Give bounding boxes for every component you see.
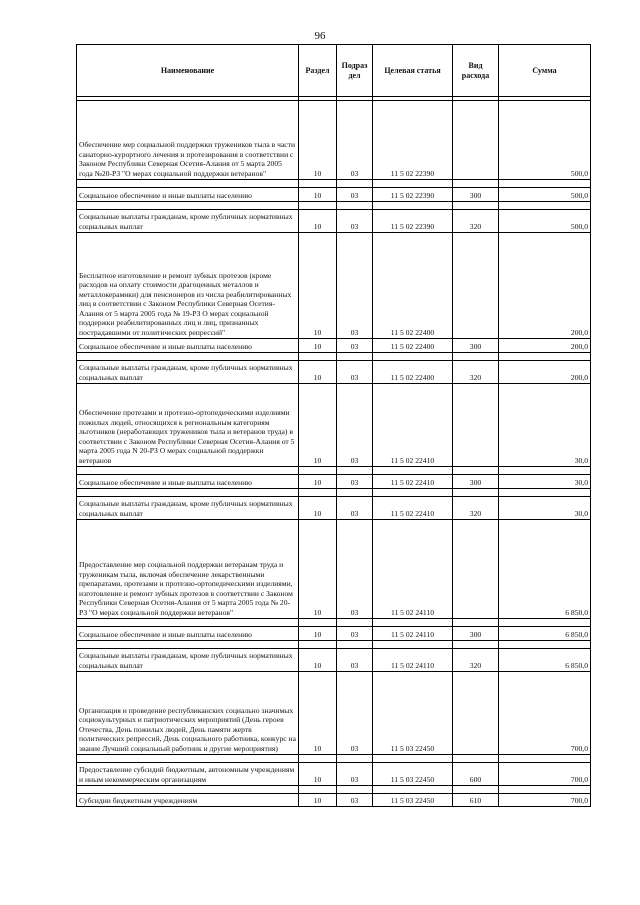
spacer-cell xyxy=(453,180,499,188)
cell-subsection: 03 xyxy=(337,627,373,641)
spacer-cell xyxy=(77,467,299,475)
cell-sum: 700,0 xyxy=(499,672,591,755)
cell-name: Социальное обеспечение и иные выплаты населению xyxy=(77,627,299,641)
cell-kind xyxy=(453,520,499,619)
table-row xyxy=(77,672,591,755)
cell-section: 10 xyxy=(299,384,337,467)
cell-name: Социальные выплаты гражданам, кроме публичных нормативных социальных выплат xyxy=(77,497,299,520)
header-kind: Вид расхода xyxy=(453,45,499,97)
spacer-cell xyxy=(453,786,499,794)
cell-article: 11 5 03 22450 xyxy=(373,763,453,786)
spacer-cell xyxy=(299,786,337,794)
spacer-cell xyxy=(337,619,373,627)
cell-kind: 300 xyxy=(453,475,499,489)
cell-subsection: 03 xyxy=(337,188,373,202)
cell-sum: 30,0 xyxy=(499,497,591,520)
spacer-cell xyxy=(299,353,337,361)
cell-sum: 30,0 xyxy=(499,475,591,489)
cell-section: 10 xyxy=(299,763,337,786)
spacer-cell xyxy=(77,202,299,210)
spacer-cell xyxy=(499,202,591,210)
cell-subsection: 03 xyxy=(337,497,373,520)
cell-name: Социальное обеспечение и иные выплаты населению xyxy=(77,475,299,489)
budget-table xyxy=(76,44,591,807)
cell-article: 11 5 02 22410 xyxy=(373,475,453,489)
cell-kind: 600 xyxy=(453,763,499,786)
cell-article: 11 5 02 22400 xyxy=(373,339,453,353)
cell-name: Социальные выплаты гражданам, кроме публичных нормативных социальных выплат xyxy=(77,361,299,384)
spacer-cell xyxy=(337,755,373,763)
table-row xyxy=(77,649,591,672)
spacer-cell xyxy=(373,641,453,649)
table-row xyxy=(77,101,591,180)
table-row xyxy=(77,384,591,467)
spacer-cell xyxy=(337,489,373,497)
spacer-cell xyxy=(299,202,337,210)
table-row xyxy=(77,361,591,384)
cell-name: Социальные выплаты гражданам, кроме публичных нормативных социальных выплат xyxy=(77,210,299,233)
table-row xyxy=(77,475,591,489)
cell-article: 11 5 02 24110 xyxy=(373,627,453,641)
cell-sum: 500,0 xyxy=(499,210,591,233)
cell-name: Субсидии бюджетным учреждениям xyxy=(77,794,299,807)
cell-section: 10 xyxy=(299,672,337,755)
table-header-row xyxy=(77,45,591,97)
spacer-cell xyxy=(373,619,453,627)
cell-subsection: 03 xyxy=(337,339,373,353)
cell-article: 11 5 03 22450 xyxy=(373,794,453,807)
spacer-cell xyxy=(499,641,591,649)
cell-subsection: 03 xyxy=(337,794,373,807)
spacer-cell xyxy=(499,755,591,763)
cell-sum: 6 850,0 xyxy=(499,649,591,672)
cell-kind: 320 xyxy=(453,497,499,520)
cell-sum: 200,0 xyxy=(499,233,591,339)
cell-kind: 320 xyxy=(453,649,499,672)
spacer-cell xyxy=(373,489,453,497)
cell-article: 11 5 02 24110 xyxy=(373,649,453,672)
cell-sum: 200,0 xyxy=(499,361,591,384)
cell-sum: 30,0 xyxy=(499,384,591,467)
cell-sum: 6 850,0 xyxy=(499,520,591,619)
spacer-cell xyxy=(77,619,299,627)
spacer-cell xyxy=(299,619,337,627)
cell-sum: 700,0 xyxy=(499,794,591,807)
spacer-cell xyxy=(373,202,453,210)
spacer-cell xyxy=(77,641,299,649)
table-spacer xyxy=(77,202,591,210)
cell-subsection: 03 xyxy=(337,672,373,755)
spacer-cell xyxy=(499,786,591,794)
cell-article: 11 5 03 22450 xyxy=(373,672,453,755)
spacer-cell xyxy=(299,467,337,475)
cell-section: 10 xyxy=(299,497,337,520)
spacer-cell xyxy=(299,489,337,497)
cell-section: 10 xyxy=(299,649,337,672)
cell-section: 10 xyxy=(299,627,337,641)
spacer-cell xyxy=(453,641,499,649)
cell-subsection: 03 xyxy=(337,210,373,233)
header-sum: Сумма xyxy=(499,45,591,97)
cell-kind: 320 xyxy=(453,210,499,233)
table-spacer xyxy=(77,180,591,188)
spacer-cell xyxy=(453,467,499,475)
cell-sum: 500,0 xyxy=(499,188,591,202)
cell-subsection: 03 xyxy=(337,384,373,467)
cell-kind xyxy=(453,672,499,755)
cell-section: 10 xyxy=(299,210,337,233)
cell-kind: 610 xyxy=(453,794,499,807)
spacer-cell xyxy=(499,467,591,475)
spacer-cell xyxy=(453,755,499,763)
cell-subsection: 03 xyxy=(337,475,373,489)
cell-subsection: 03 xyxy=(337,649,373,672)
spacer-cell xyxy=(299,641,337,649)
table-body xyxy=(77,97,591,807)
cell-article: 11 5 02 22400 xyxy=(373,233,453,339)
cell-kind xyxy=(453,384,499,467)
cell-subsection: 03 xyxy=(337,763,373,786)
spacer-cell xyxy=(373,786,453,794)
table-spacer xyxy=(77,353,591,361)
table-row xyxy=(77,627,591,641)
cell-article: 11 5 02 24110 xyxy=(373,520,453,619)
spacer-cell xyxy=(499,619,591,627)
spacer-cell xyxy=(373,180,453,188)
cell-article: 11 5 02 22390 xyxy=(373,101,453,180)
spacer-cell xyxy=(77,755,299,763)
cell-subsection: 03 xyxy=(337,233,373,339)
cell-section: 10 xyxy=(299,339,337,353)
cell-section: 10 xyxy=(299,475,337,489)
spacer-cell xyxy=(373,353,453,361)
cell-subsection: 03 xyxy=(337,520,373,619)
cell-sum: 6 850,0 xyxy=(499,627,591,641)
header-name: Наименование xyxy=(77,45,299,97)
spacer-cell xyxy=(373,755,453,763)
cell-section: 10 xyxy=(299,361,337,384)
cell-kind xyxy=(453,233,499,339)
spacer-cell xyxy=(77,786,299,794)
spacer-cell xyxy=(299,180,337,188)
cell-section: 10 xyxy=(299,520,337,619)
cell-name: Обеспечение мер социальной поддержки тружеников тыла в части санаторно-курортного лечения и протезирования в соответствии с Законом Республики Северная Осетия-Алания от 5 марта 2005 года №20-РЗ "О мерах социальной поддержки ветеранов" xyxy=(77,101,299,180)
spacer-cell xyxy=(499,489,591,497)
spacer-cell xyxy=(299,755,337,763)
spacer-cell xyxy=(499,180,591,188)
cell-name: Бесплатное изготовление и ремонт зубных протезов (кроме расходов на оплату стоимости драгоценных металлов и металлокерамики) для пенсионеров из числа реабилитированных лиц в соответствии с Законом Республики Северная Осетия-Алания от 5 марта 2005 года № 19-РЗ О мерах социальной поддержки реабилитированных лиц и лиц, признанных пострадавшими от политических репрессий" xyxy=(77,233,299,339)
spacer-cell xyxy=(337,467,373,475)
spacer-cell xyxy=(373,467,453,475)
spacer-cell xyxy=(453,202,499,210)
cell-section: 10 xyxy=(299,188,337,202)
table-row xyxy=(77,339,591,353)
cell-name: Предоставление мер социальной поддержки ветеранам труда и труженикам тыла, включая обеспечение лекарственными препаратами, протезами и протезно-ортопедическими изделиями, изготовление и ремонт зубных протезов в соответствии с Законом Республики Северная Осетия-Алания от 5 марта 2005 года № 20-РЗ "О мерах социальной поддержки ветеранов" xyxy=(77,520,299,619)
spacer-cell xyxy=(337,202,373,210)
table-spacer xyxy=(77,489,591,497)
cell-sum: 700,0 xyxy=(499,763,591,786)
cell-sum: 200,0 xyxy=(499,339,591,353)
header-section: Раздел xyxy=(299,45,337,97)
cell-sum: 500,0 xyxy=(499,101,591,180)
cell-name: Социальное обеспечение и иные выплаты населению xyxy=(77,339,299,353)
table-spacer xyxy=(77,467,591,475)
header-subsection: Подраз дел xyxy=(337,45,373,97)
cell-kind: 300 xyxy=(453,188,499,202)
cell-name: Социальное обеспечение и иные выплаты населению xyxy=(77,188,299,202)
cell-subsection: 03 xyxy=(337,101,373,180)
table-row xyxy=(77,233,591,339)
cell-article: 11 5 02 22410 xyxy=(373,384,453,467)
spacer-cell xyxy=(453,619,499,627)
cell-subsection: 03 xyxy=(337,361,373,384)
cell-section: 10 xyxy=(299,101,337,180)
table-row xyxy=(77,763,591,786)
spacer-cell xyxy=(77,180,299,188)
table-row xyxy=(77,497,591,520)
cell-article: 11 5 02 22400 xyxy=(373,361,453,384)
cell-kind: 300 xyxy=(453,339,499,353)
spacer-cell xyxy=(337,786,373,794)
spacer-cell xyxy=(77,489,299,497)
table-spacer xyxy=(77,786,591,794)
cell-name: Обеспечение протезами и протезно-ортопедическими изделиями пожилых людей, относящихся к региональным категориям льготников (неработающих тружеников тыла и ветеранов труда) в соответствии с Законом Республики Северная Осетия-Алания от 5 марта 2005 года N 20-РЗ О мерах социальной поддержки ветеранов xyxy=(77,384,299,467)
cell-name: Социальные выплаты гражданам, кроме публичных нормативных социальных выплат xyxy=(77,649,299,672)
table-spacer xyxy=(77,755,591,763)
spacer-cell xyxy=(499,353,591,361)
spacer-cell xyxy=(337,180,373,188)
spacer-cell xyxy=(77,353,299,361)
cell-kind: 320 xyxy=(453,361,499,384)
spacer-cell xyxy=(453,353,499,361)
table-row xyxy=(77,188,591,202)
table-row xyxy=(77,210,591,233)
table-row xyxy=(77,794,591,807)
spacer-cell xyxy=(337,353,373,361)
cell-section: 10 xyxy=(299,233,337,339)
cell-article: 11 5 02 22390 xyxy=(373,188,453,202)
cell-name: Предоставление субсидий бюджетным, автономным учреждениям и иным некоммерческим организациям xyxy=(77,763,299,786)
spacer-cell xyxy=(337,641,373,649)
header-article: Целевая статья xyxy=(373,45,453,97)
cell-article: 11 5 02 22390 xyxy=(373,210,453,233)
cell-article: 11 5 02 22410 xyxy=(373,497,453,520)
cell-section: 10 xyxy=(299,794,337,807)
table-spacer xyxy=(77,641,591,649)
table-row xyxy=(77,520,591,619)
page-number: 96 xyxy=(314,30,326,42)
cell-kind xyxy=(453,101,499,180)
cell-name: Организация и проведение республиканских социально значимых социокультурных и патриотических мероприятий (День героев Отечества, День пожилых людей, День памяти жертв политических репрессий, День социального работника, конкурс на звание Лучший социальный работник и другие мероприятия) xyxy=(77,672,299,755)
spacer-cell xyxy=(453,489,499,497)
table-spacer xyxy=(77,619,591,627)
cell-kind: 300 xyxy=(453,627,499,641)
